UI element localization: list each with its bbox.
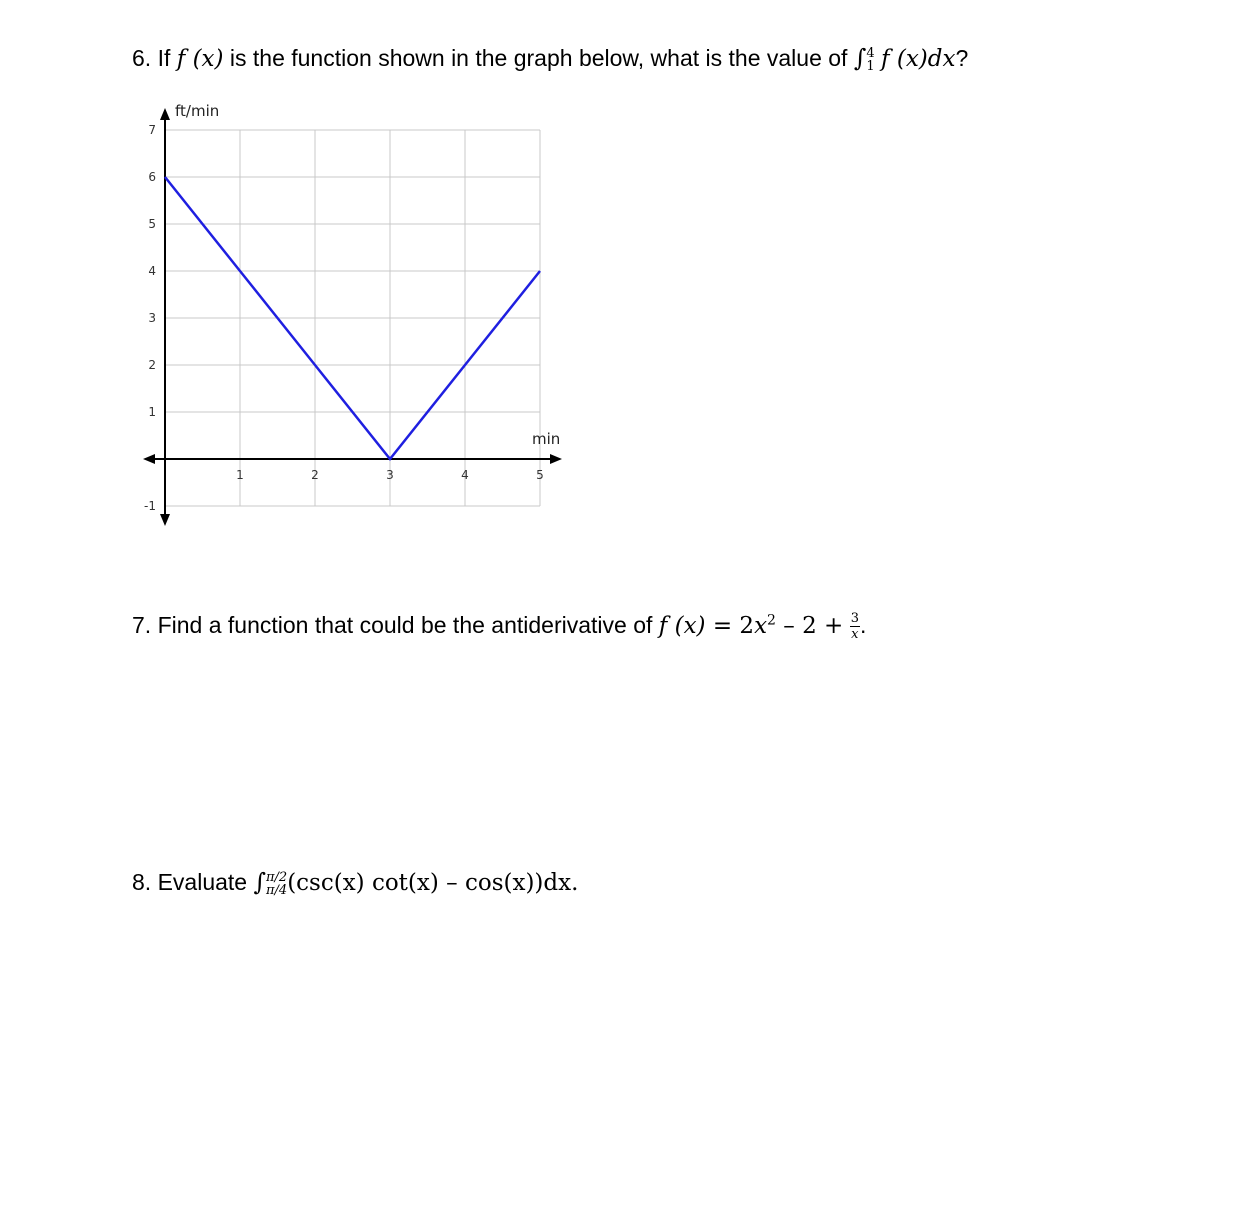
y-tick-label: 4 <box>148 264 156 278</box>
y-tick-label: 7 <box>148 123 156 137</box>
q6-integral-sign: ∫ <box>853 44 867 72</box>
q8-prefix: 8. Evaluate <box>132 869 254 895</box>
x-tick-label: 4 <box>461 468 469 482</box>
q8-integral-sign: ∫ <box>253 868 266 896</box>
q8-integrand: (csc(x) cot(x) – cos(x))dx. <box>287 870 579 896</box>
graph-axes <box>143 108 562 526</box>
q7-x: x <box>754 613 768 639</box>
x-tick-label: 1 <box>236 468 244 482</box>
q6-upper-limit: 4 <box>866 45 875 61</box>
q8-upper-limit: π/2 <box>265 869 288 885</box>
q6-lower-limit: 1 <box>866 58 875 74</box>
x-tick-label: 5 <box>536 468 544 482</box>
x-axis-arrow-left <box>143 454 155 464</box>
q7-denominator: x <box>851 627 859 643</box>
y-tick-label: 1 <box>148 405 156 419</box>
x-tick-label: 3 <box>386 468 394 482</box>
q6-integrand: f (x)dx <box>881 46 956 72</box>
y-tick-label: 3 <box>148 311 156 325</box>
q6-end: ? <box>955 45 969 71</box>
q8-lower-limit: π/4 <box>265 882 288 898</box>
graph-grid <box>165 130 540 506</box>
q6-fx: f (x) <box>176 46 224 72</box>
q7-prefix: 7. Find a function that could be the antiderivative of <box>132 612 659 638</box>
y-tick-label: 6 <box>148 170 156 184</box>
question-8 <box>132 868 578 897</box>
q7-end: . <box>859 612 867 638</box>
x-axis-label: min <box>532 430 561 448</box>
y-tick-label: 5 <box>148 217 156 231</box>
q6-prefix: 6. If <box>132 45 177 71</box>
q7-numerator: 3 <box>850 611 859 627</box>
q7-rest: – 2 + <box>775 613 844 639</box>
q7-fx: f (x) <box>658 613 706 639</box>
question-7 <box>132 612 866 641</box>
q7-fraction <box>850 612 860 641</box>
x-axis-arrow-right <box>550 454 562 464</box>
x-tick-label: 2 <box>311 468 319 482</box>
function-graph <box>0 0 1234 560</box>
y-axis-arrow-down <box>160 514 170 526</box>
y-axis-label: ft/min <box>175 102 220 120</box>
q8-limits <box>266 871 287 897</box>
q6-mid: is the function shown in the graph below, what is the value of <box>223 45 854 71</box>
q7-exponent: 2 <box>767 612 776 629</box>
y-tick-label: -1 <box>144 499 156 513</box>
q7-eq: = 2 <box>705 613 755 639</box>
y-tick-label: 2 <box>148 358 156 372</box>
y-axis-arrow-up <box>160 108 170 120</box>
